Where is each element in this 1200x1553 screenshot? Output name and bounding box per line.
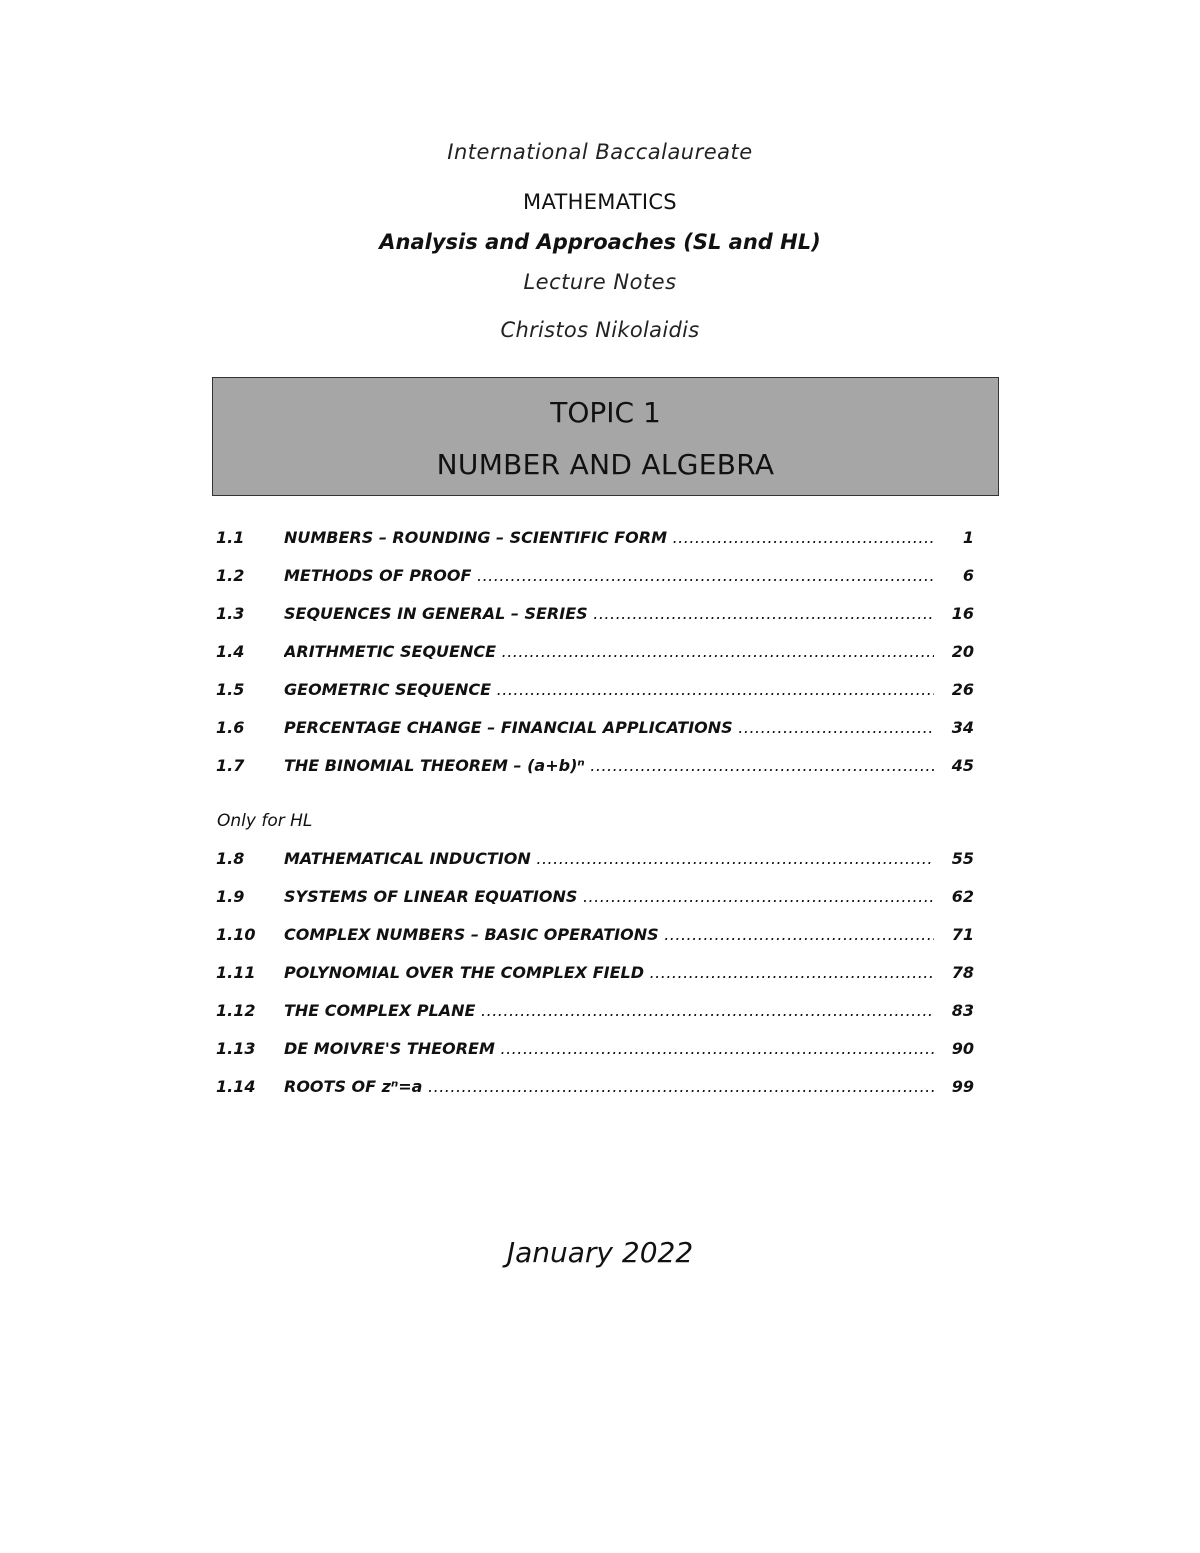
toc-row[interactable] <box>216 963 974 989</box>
toc-section-title: MATHEMATICAL INDUCTION ..... <box>284 849 934 868</box>
toc-row[interactable] <box>216 1039 974 1065</box>
author-name: Christos Nikolaidis <box>500 318 700 342</box>
toc-section-number: 1.14 <box>216 1077 256 1096</box>
toc-row[interactable] <box>216 680 974 706</box>
toc-section-number: 1.2 <box>216 566 245 585</box>
toc-section-number: 1.11 <box>216 963 256 982</box>
toc-row[interactable] <box>216 642 974 668</box>
toc-section-number: 1.1 <box>216 528 245 547</box>
toc-row[interactable] <box>216 528 974 554</box>
course-title: Analysis and Approaches (SL and HL) <box>379 230 821 254</box>
toc-row[interactable] <box>216 887 974 913</box>
toc-row[interactable] <box>216 1077 974 1103</box>
toc-page-number: 83 <box>951 1001 974 1020</box>
topic-banner <box>212 377 999 496</box>
toc-section-title: PERCENTAGE CHANGE – FINANCIAL APPLICATIONS ..... <box>284 718 934 737</box>
toc-section-title: DE MOIVRE'S THEOREM ..... <box>284 1039 934 1058</box>
toc-section-number: 1.6 <box>216 718 245 737</box>
toc-page-number: 26 <box>951 680 974 699</box>
institution-name: International Baccalaureate <box>447 140 753 164</box>
toc-page-number: 6 <box>962 566 974 585</box>
toc-page-number: 16 <box>951 604 974 623</box>
toc-page-number: 55 <box>951 849 974 868</box>
document-type: Lecture Notes <box>523 270 677 294</box>
toc-section-number: 1.4 <box>216 642 245 661</box>
toc-page-number: 90 <box>951 1039 974 1058</box>
topic-name: NUMBER AND ALGEBRA <box>436 448 775 481</box>
toc-page-number: 1 <box>962 528 974 547</box>
toc-row[interactable] <box>216 566 974 592</box>
toc-section-title: NUMBERS – ROUNDING – SCIENTIFIC FORM ..... <box>284 528 934 547</box>
toc-section-number: 1.8 <box>216 849 245 868</box>
toc-page-number: 45 <box>951 756 974 775</box>
toc-section-title: GEOMETRIC SEQUENCE ..... <box>284 680 934 699</box>
toc-section-number: 1.12 <box>216 1001 256 1020</box>
toc-section-number: 1.5 <box>216 680 245 699</box>
toc-row[interactable] <box>216 849 974 875</box>
toc-section-title: COMPLEX NUMBERS – BASIC OPERATIONS ..... <box>284 925 934 944</box>
publication-date: January 2022 <box>506 1236 694 1269</box>
toc-section-number: 1.3 <box>216 604 245 623</box>
toc-page-number: 34 <box>951 718 974 737</box>
toc-section-number: 1.13 <box>216 1039 256 1058</box>
toc-section-title: SEQUENCES IN GENERAL – SERIES ..... <box>284 604 934 623</box>
toc-page-number: 20 <box>951 642 974 661</box>
toc-section-number: 1.10 <box>216 925 256 944</box>
toc-section-title: ROOTS OF zⁿ=a ..... <box>284 1077 934 1096</box>
toc-section-title: SYSTEMS OF LINEAR EQUATIONS ..... <box>284 887 934 906</box>
toc-row[interactable] <box>216 756 974 782</box>
toc-row[interactable] <box>216 925 974 951</box>
toc-section-number: 1.7 <box>216 756 245 775</box>
toc-page-number: 62 <box>951 887 974 906</box>
hl-only-label: Only for HL <box>217 811 313 831</box>
toc-section-number: 1.9 <box>216 887 245 906</box>
toc-section-title: METHODS OF PROOF ..... <box>284 566 934 585</box>
toc-row[interactable] <box>216 604 974 630</box>
toc-section-title: POLYNOMIAL OVER THE COMPLEX FIELD ..... <box>284 963 934 982</box>
toc-page-number: 78 <box>951 963 974 982</box>
topic-number: TOPIC 1 <box>550 396 661 429</box>
toc-section-title: ARITHMETIC SEQUENCE ..... <box>284 642 934 661</box>
toc-section-title: THE BINOMIAL THEOREM – (a+b)ⁿ ..... <box>284 756 934 775</box>
subject-title: MATHEMATICS <box>523 190 677 214</box>
toc-section-title: THE COMPLEX PLANE ..... <box>284 1001 934 1020</box>
toc-row[interactable] <box>216 1001 974 1027</box>
toc-row[interactable] <box>216 718 974 744</box>
toc-page-number: 71 <box>951 925 974 944</box>
toc-page-number: 99 <box>951 1077 974 1096</box>
